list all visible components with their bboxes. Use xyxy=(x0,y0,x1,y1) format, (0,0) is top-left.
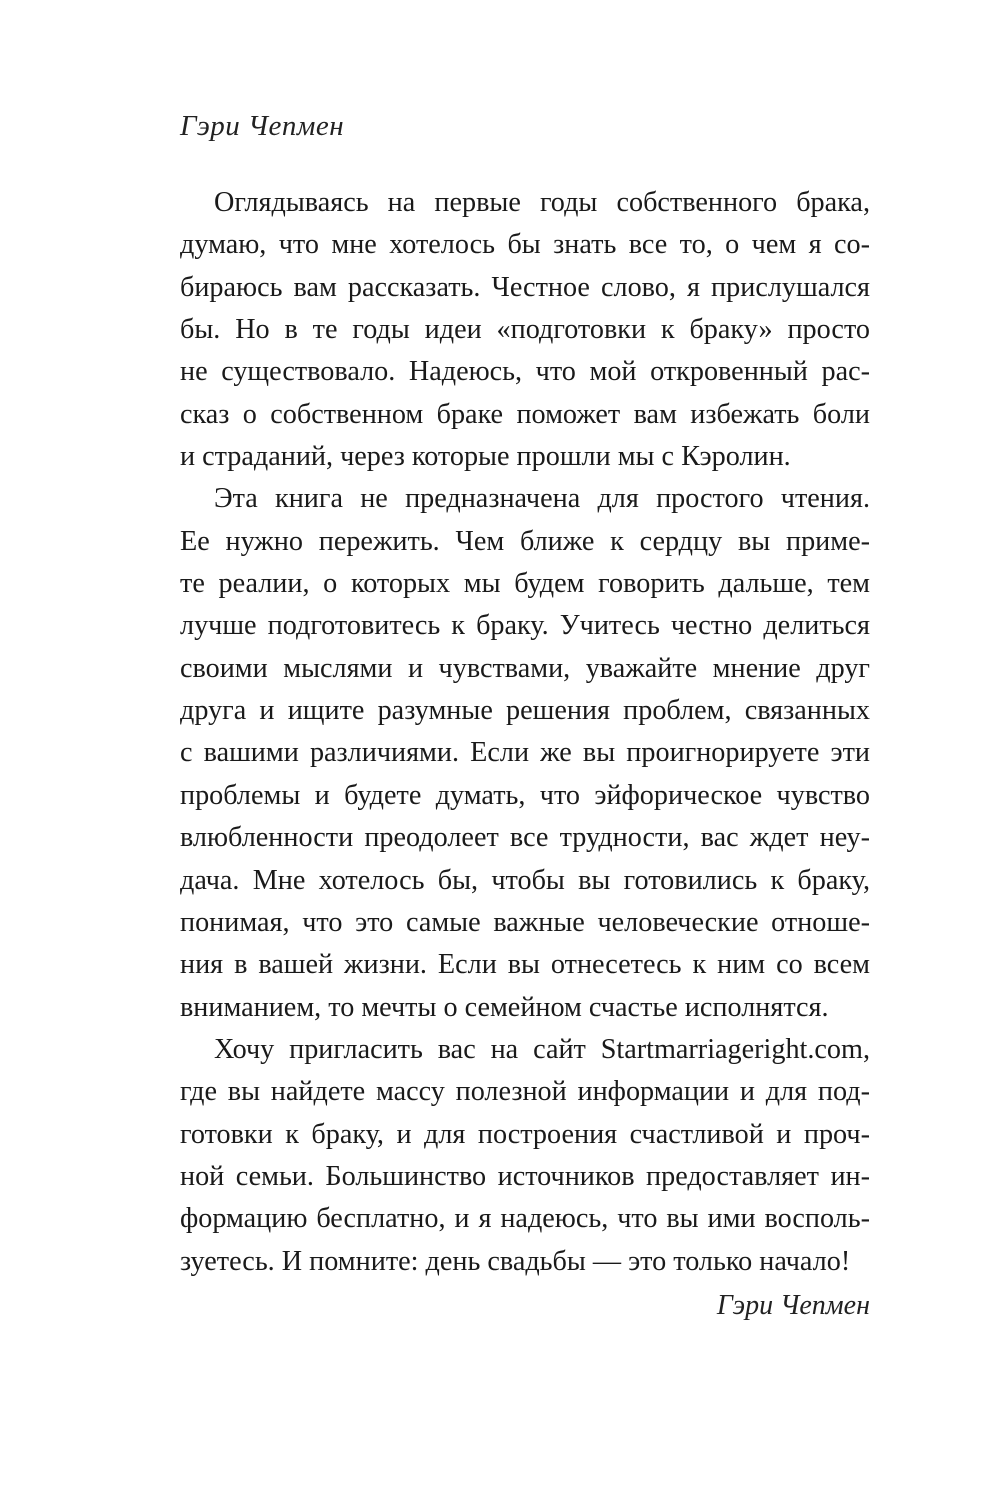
text-line: понимая, что это самые важные человеческие отноше- xyxy=(180,906,870,938)
text-line: вниманием, то мечты о семейном счастье исполнятся. xyxy=(180,991,829,1023)
text-line: Ее нужно пережить. Чем ближе к сердцу вы приме- xyxy=(180,525,870,557)
text-line: и страданий, через которые прошли мы с Кэролин. xyxy=(180,441,791,473)
text-line: где вы найдете массу полезной информации и для под- xyxy=(180,1076,870,1108)
text-line: Эта книга не предназначена для простого чтения. xyxy=(214,483,870,515)
text-line: сказ о собственном браке поможет вам избежать боли xyxy=(180,398,870,430)
text-line: бираюсь вам рассказать. Честное слово, я прислушался xyxy=(180,271,870,303)
text-line: Оглядываясь на первые годы собственного брака, xyxy=(214,187,870,218)
author-signature: Гэри Чепмен xyxy=(716,1290,870,1321)
text-line: своими мыслями и чувствами, уважайте мнение друг xyxy=(180,652,870,684)
text-line: не существовало. Надеюсь, что мой откровенный рас- xyxy=(180,356,870,388)
text-line: думаю, что мне хотелось бы знать все то, о чем я со- xyxy=(180,229,870,261)
text-line: с вашими различиями. Если же вы проигнорируете эти xyxy=(180,737,870,769)
body-text xyxy=(180,182,870,1283)
text-line: формацию бесплатно, и я надеюсь, что вы ими восполь- xyxy=(180,1203,870,1235)
text-line: те реалии, о которых мы будем говорить дальше, тем xyxy=(180,568,870,600)
text-line: зуетесь. И помните: день свадьбы — это только начало! xyxy=(180,1245,851,1277)
running-header: Гэри Чепмен xyxy=(180,110,345,142)
text-line: влюбленности преодолеет все трудности, вас ждет неу- xyxy=(180,822,870,854)
text-line: Хочу пригласить вас на сайт Startmarriageright.com, xyxy=(214,1033,870,1065)
text-line: дача. Мне хотелось бы, чтобы вы готовились к браку, xyxy=(180,864,870,896)
text-line: бы. Но в те годы идеи «подготовки к браку» просто xyxy=(180,314,870,346)
text-line: готовки к браку, и для построения счастливой и проч- xyxy=(180,1118,870,1150)
text-line: друга и ищите разумные решения проблем, связанных xyxy=(180,695,870,727)
text-line: проблемы и будете думать, что эйфорическое чувство xyxy=(180,779,870,811)
text-line: ния в вашей жизни. Если вы отнесетесь к ним со всем xyxy=(180,949,870,981)
text-line: ной семьи. Большинство источников предоставляет ин- xyxy=(180,1160,870,1192)
text-line: лучше подготовитесь к браку. Учитесь честно делиться xyxy=(180,610,870,642)
